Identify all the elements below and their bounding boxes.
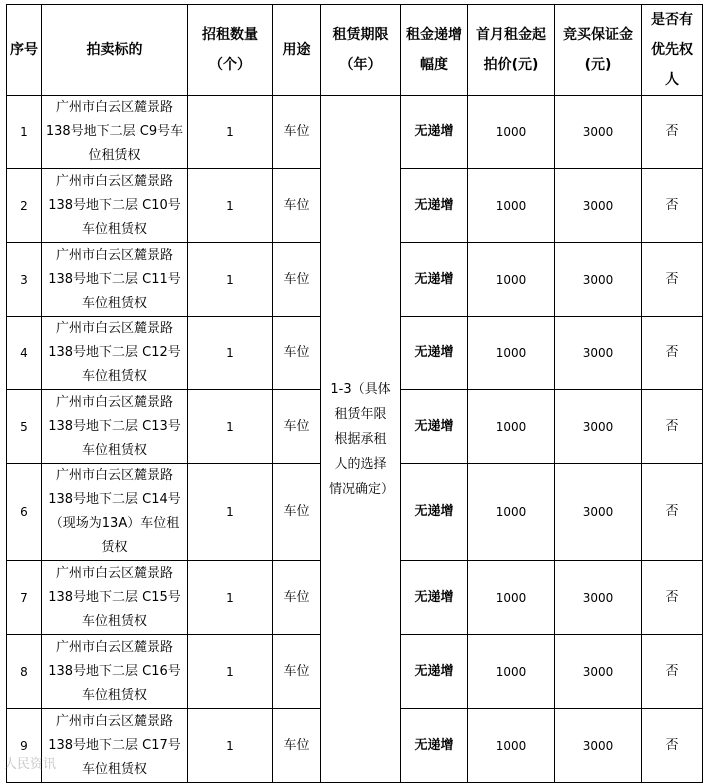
row-seq: 4: [7, 317, 42, 390]
header-quantity: 招租数量（个）: [188, 5, 273, 96]
row-priority: 否: [642, 169, 703, 243]
row-increment: 无递增: [401, 169, 468, 243]
row-priority: 否: [642, 390, 703, 464]
row-quantity: 1: [188, 96, 273, 169]
row-seq: 3: [7, 243, 42, 317]
table-row: [7, 96, 703, 169]
row-quantity: 1: [188, 390, 273, 464]
header-priority: 是否有优先权人: [642, 5, 703, 96]
row-start-price: 1000: [468, 561, 555, 635]
row-increment: 无递增: [401, 243, 468, 317]
row-deposit: 3000: [555, 561, 642, 635]
row-usage: 车位: [273, 317, 321, 390]
row-seq: 1: [7, 96, 42, 169]
header-seq: 序号: [7, 5, 42, 96]
row-seq: 6: [7, 464, 42, 561]
header-usage: 用途: [273, 5, 321, 96]
row-quantity: 1: [188, 243, 273, 317]
header-lot: 拍卖标的: [42, 5, 188, 96]
row-lot: 广州市白云区麓景路138号地下二层 C13号车位租赁权: [42, 390, 188, 464]
row-start-price: 1000: [468, 169, 555, 243]
row-deposit: 3000: [555, 464, 642, 561]
row-increment: 无递增: [401, 96, 468, 169]
row-lot: 广州市白云区麓景路138号地下二层 C9号车位租赁权: [42, 96, 188, 169]
row-seq: 5: [7, 390, 42, 464]
auction-table: [6, 4, 703, 783]
row-quantity: 1: [188, 169, 273, 243]
row-start-price: 1000: [468, 317, 555, 390]
row-quantity: 1: [188, 635, 273, 709]
row-priority: 否: [642, 243, 703, 317]
row-deposit: 3000: [555, 243, 642, 317]
row-seq: 9: [7, 709, 42, 783]
row-usage: 车位: [273, 390, 321, 464]
row-increment: 无递增: [401, 709, 468, 783]
row-seq: 8: [7, 635, 42, 709]
lease-term-cell: 1-3（具体租赁年限根据承租人的选择情况确定）: [321, 96, 401, 783]
row-increment: 无递增: [401, 464, 468, 561]
row-start-price: 1000: [468, 709, 555, 783]
row-increment: 无递增: [401, 561, 468, 635]
row-start-price: 1000: [468, 96, 555, 169]
row-priority: 否: [642, 317, 703, 390]
row-priority: 否: [642, 464, 703, 561]
row-deposit: 3000: [555, 169, 642, 243]
row-lot: 广州市白云区麓景路138号地下二层 C10号车位租赁权: [42, 169, 188, 243]
row-lot: 广州市白云区麓景路138号地下二层 C12号车位租赁权: [42, 317, 188, 390]
row-increment: 无递增: [401, 317, 468, 390]
row-seq: 2: [7, 169, 42, 243]
row-seq: 7: [7, 561, 42, 635]
row-usage: 车位: [273, 635, 321, 709]
row-quantity: 1: [188, 709, 273, 783]
row-priority: 否: [642, 561, 703, 635]
row-usage: 车位: [273, 561, 321, 635]
row-deposit: 3000: [555, 709, 642, 783]
row-lot: 广州市白云区麓景路138号地下二层 C16号车位租赁权: [42, 635, 188, 709]
header-increment: 租金递增幅度: [401, 5, 468, 96]
row-start-price: 1000: [468, 390, 555, 464]
row-start-price: 1000: [468, 635, 555, 709]
row-increment: 无递增: [401, 390, 468, 464]
row-usage: 车位: [273, 169, 321, 243]
header-row: [7, 5, 703, 96]
row-quantity: 1: [188, 464, 273, 561]
row-deposit: 3000: [555, 96, 642, 169]
row-start-price: 1000: [468, 464, 555, 561]
watermark: 人民资讯: [4, 757, 57, 772]
row-priority: 否: [642, 709, 703, 783]
row-usage: 车位: [273, 464, 321, 561]
row-priority: 否: [642, 635, 703, 709]
row-deposit: 3000: [555, 635, 642, 709]
row-priority: 否: [642, 96, 703, 169]
row-deposit: 3000: [555, 317, 642, 390]
header-term: 租赁期限（年）: [321, 5, 401, 96]
row-lot: 广州市白云区麓景路138号地下二层 C15号车位租赁权: [42, 561, 188, 635]
row-quantity: 1: [188, 317, 273, 390]
header-start-price: 首月租金起拍价(元): [468, 5, 555, 96]
header-deposit: 竞买保证金(元): [555, 5, 642, 96]
row-start-price: 1000: [468, 243, 555, 317]
row-increment: 无递增: [401, 635, 468, 709]
row-usage: 车位: [273, 96, 321, 169]
row-usage: 车位: [273, 709, 321, 783]
row-lot: 广州市白云区麓景路138号地下二层 C17号车位租赁权: [42, 709, 188, 783]
row-deposit: 3000: [555, 390, 642, 464]
row-lot: 广州市白云区麓景路138号地下二层 C14号（现场为13A）车位租赁权: [42, 464, 188, 561]
row-usage: 车位: [273, 243, 321, 317]
row-quantity: 1: [188, 561, 273, 635]
row-lot: 广州市白云区麓景路138号地下二层 C11号车位租赁权: [42, 243, 188, 317]
